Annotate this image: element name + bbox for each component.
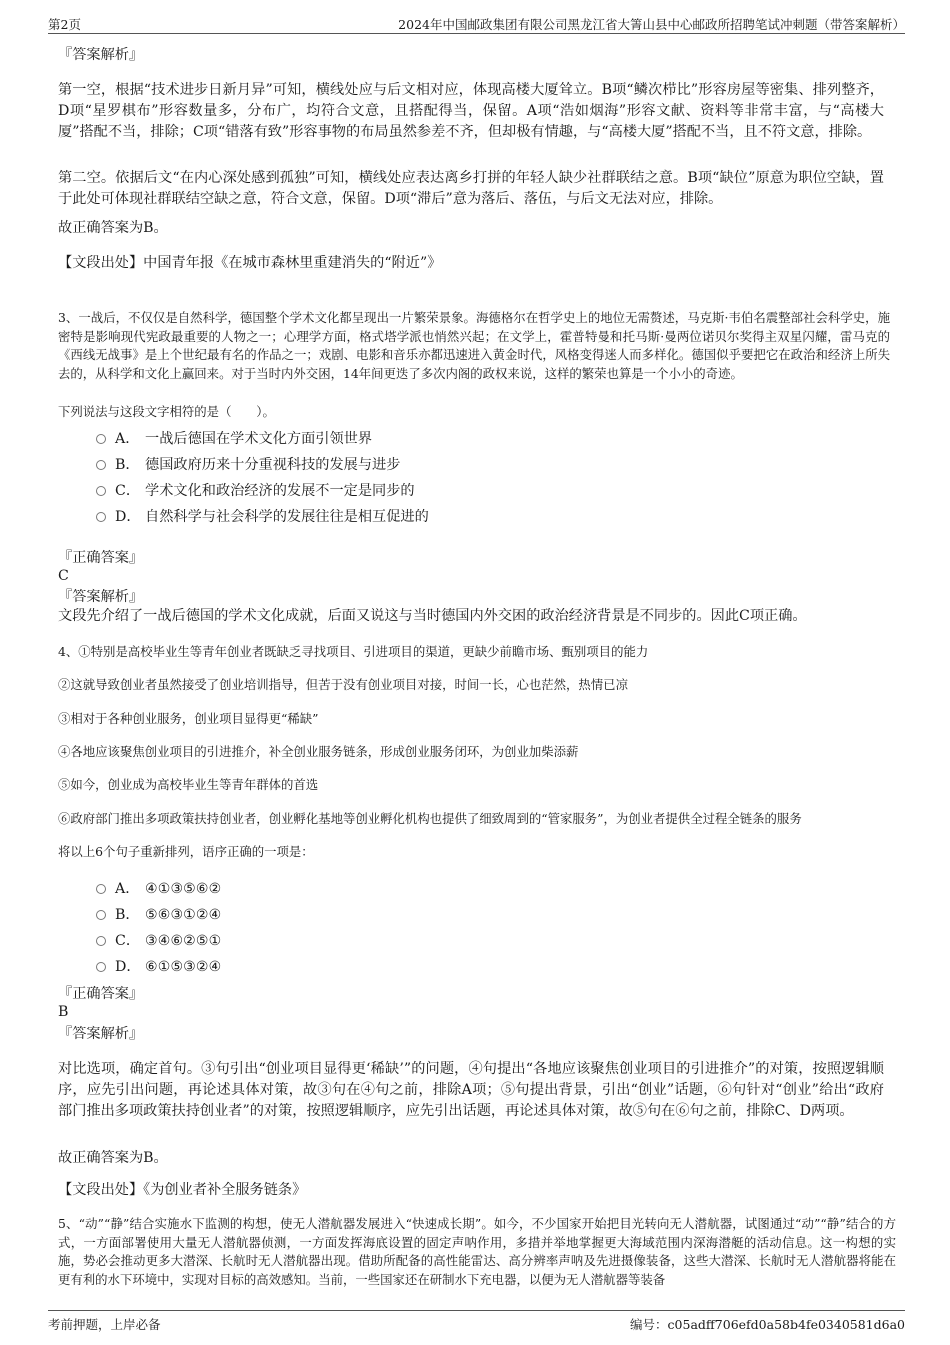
option-b[interactable]: B． ⑤⑥③①②④ <box>96 905 221 925</box>
option-c[interactable]: C． 学术文化和政治经济的发展不一定是同步的 <box>96 481 415 501</box>
sentence-item: ②这就导致创业者虽然接受了创业培训指导，但苦于没有创业项目对接，时间一长，心也茫然，热情已凉 <box>58 677 628 692</box>
analysis-paragraph: 第二空。依据后文“在内心深处感到孤独”可知，横线处应表达离乡打拼的年轻人缺少社群联结之意。B项“缺位”原意为职位空缺，置于此处可体现社群联结空缺之意，符合文意，保留。D项“滞后”意为落后、落伍，与后文无法对应，排除。 <box>58 170 884 207</box>
sentence-item: ⑥政府部门推出多项政策扶持创业者，创业孵化基地等创业孵化机构也提供了细致周到的“管家服务”，为创业者提供全过程全链条的服务 <box>58 811 802 826</box>
analysis-paragraph: 第一空，根据“技术进步日新月异”可知，横线处应与后文相对应，体现高楼大厦耸立。B项“鳞次栉比”形容房屋等密集、排列整齐，D项“星罗棋布”形容数量多，分布广，均符合文意，且搭配得当，保留。A项“浩如烟海”形容文献、资料等非常丰富，与“高楼大厦”搭配不当，排除；C项“错落有致”形容事物的布局虽然参差不齐，但却极有情趣，与“高楼大厦”搭配不当，且不符文意，排除。 <box>58 82 884 140</box>
correct-answer: B <box>58 1004 69 1020</box>
sentence-item: ③相对于各种创业服务，创业项目显得更“稀缺” <box>58 711 319 726</box>
radio-button-icon[interactable] <box>96 884 106 894</box>
analysis-paragraph: 文段先介绍了一战后德国的学术文化成就，后面又说这与当时德国内外交困的政治经济背景是不同步的。因此C项正确。 <box>58 608 807 624</box>
radio-button-icon[interactable] <box>96 434 106 444</box>
correct-answer-label: 『正确答案』 <box>58 550 144 566</box>
sentence-item: ⑤如今，创业成为高校毕业生等青年群体的首选 <box>58 777 319 792</box>
document-code: 编号：c05adff706efd0a58b4fe0340581d6a0 <box>630 1317 905 1332</box>
page-number: 第2页 <box>48 17 81 32</box>
radio-button-icon[interactable] <box>96 910 106 920</box>
radio-button-icon[interactable] <box>96 936 106 946</box>
page-footer <box>48 1310 905 1333</box>
option-d[interactable]: D． 自然科学与社会科学的发展往往是相互促进的 <box>96 507 429 527</box>
question-stem: 4、①特别是高校毕业生等青年创业者既缺乏寻找项目、引进项目的渠道，更缺少前瞻市场、甄别项目的能力 <box>58 644 649 659</box>
sentence-item: ④各地应该聚焦创业项目的引进推介，补全创业服务链条，形成创业服务闭环，为创业加柴添薪 <box>58 744 579 759</box>
option-a[interactable]: A． ④①③⑤⑥② <box>96 879 221 899</box>
radio-button-icon[interactable] <box>96 512 106 522</box>
radio-button-icon[interactable] <box>96 460 106 470</box>
page-header <box>48 13 905 34</box>
correct-answer: C <box>58 568 69 584</box>
option-c[interactable]: C． ③④⑥②⑤① <box>96 931 221 951</box>
question-stem: 5、“动”“静”结合实施水下监测的构想，使无人潜航器发展进入“快速成长期”。如今，不少国家开始把目光转向无人潜航器，试图通过“动”“静”结合的方式，一方面部署使用大量无人潜航器侦测，一方面发挥海底设置的固定声呐作用，多措并举地掌握更大海域范围内深海潜艇的活动信息。这一构想的实施，势必会推动更多大潜深、长航时无人潜航器出现。借助所配备的高性能雷达、高分辨率声呐及先进摄像装备，这些大潜深、长航时无人潜航器将能在更有利的水下环境中，实现对目标的高效感知。当前，一些国家还在研制水下充电器，以便为无人潜航器等装备 <box>58 1216 896 1287</box>
source-citation: 【文段出处】中国青年报《在城市森林里重建消失的“附近”》 <box>58 255 442 271</box>
analysis-paragraph: 对比选项，确定首句。③句引出“创业项目显得更‘稀缺’”的问题，④句提出“各地应该聚焦创业项目的引进推介”的对策，按照逻辑顺序，应先引出问题，再论述具体对策，故③句在④句之前，排除A项；⑤句提出背景，引出“创业”话题，⑥句针对“创业”给出“政府部门推出多项政策扶持创业者”的对策，按照逻辑顺序，应先引出话题，再论述具体对策，故⑤句在⑥句之前，排除C、D两项。 <box>58 1061 884 1119</box>
option-b[interactable]: B． 德国政府历来十分重视科技的发展与进步 <box>96 455 400 475</box>
answer-analysis-label: 『答案解析』 <box>58 589 144 605</box>
question-prompt: 下列说法与这段文字相符的是（ ）。 <box>58 404 275 419</box>
option-d[interactable]: D． ⑥①⑤③②④ <box>96 957 221 977</box>
document-title: 2024年中国邮政集团有限公司黑龙江省大箐山县中心邮政所招聘笔试冲刺题（带答案解析） <box>398 17 905 32</box>
correct-answer-label: 『正确答案』 <box>58 986 144 1002</box>
answer-analysis-label: 『答案解析』 <box>58 1026 144 1042</box>
radio-button-icon[interactable] <box>96 486 106 496</box>
option-a[interactable]: A． 一战后德国在学术文化方面引领世界 <box>96 429 372 449</box>
conclusion: 故正确答案为B。 <box>58 220 168 236</box>
source-citation: 【文段出处】《为创业者补全服务链条》 <box>58 1182 307 1198</box>
question-prompt: 将以上6个句子重新排列，语序正确的一项是： <box>58 844 314 859</box>
question-stem: 3、一战后，不仅仅是自然科学，德国整个学术文化都呈现出一片繁荣景象。海德格尔在哲学史上的地位无需赘述，马克斯·韦伯名震整部社会科学史，施密特是影响现代宪政最重要的人物之一；心理学方面，格式塔学派也悄然兴起；在文学上，霍普特曼和托马斯·曼两位诺贝尔奖得主双星闪耀，雷马克的《西线无战事》是上个世纪最有名的作品之一；戏剧、电影和音乐亦都迅速进入黄金时代，风格变得迷人而多样化。德国似乎要把它在政治和经济上所失去的，从科学和文化上赢回来。对于当时内外交困，14年间更迭了多次内阁的政权来说，这样的繁荣也算是一个小小的奇迹。 <box>58 310 890 381</box>
radio-button-icon[interactable] <box>96 962 106 972</box>
footer-slogan: 考前押题，上岸必备 <box>48 1317 161 1332</box>
answer-analysis-label: 『答案解析』 <box>58 47 144 63</box>
conclusion: 故正确答案为B。 <box>58 1150 168 1166</box>
